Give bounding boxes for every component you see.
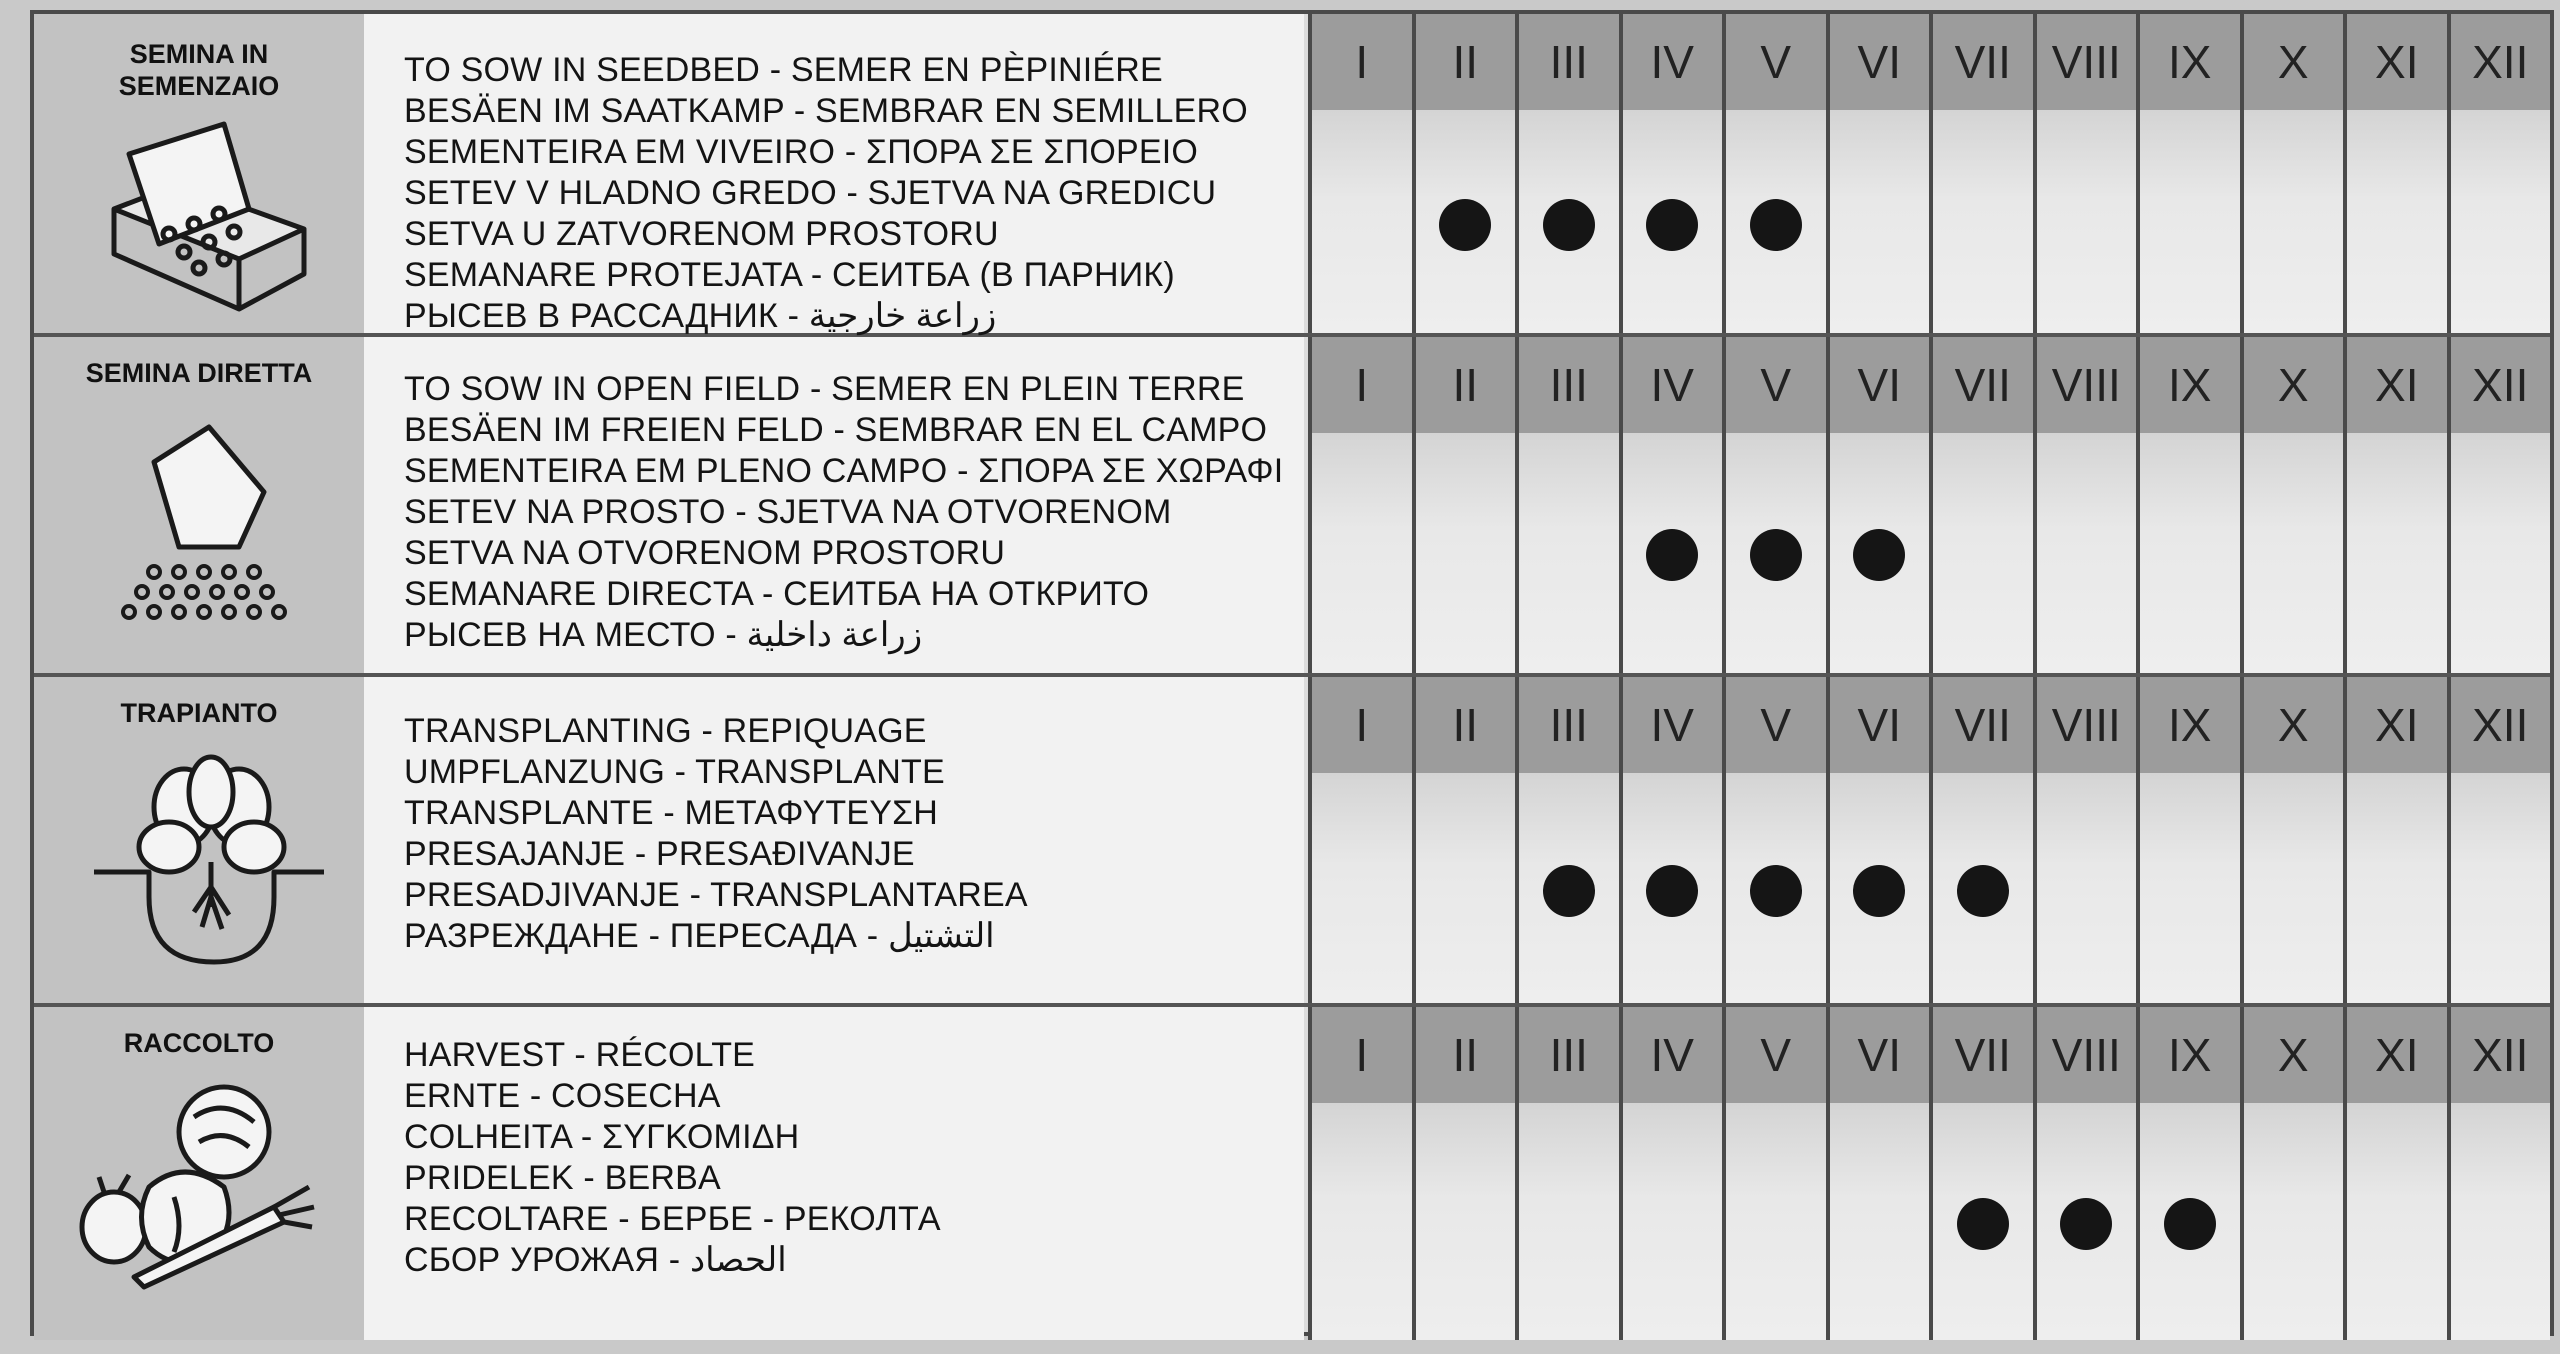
month-header: IV xyxy=(1623,1007,1723,1103)
month-cell xyxy=(1416,1103,1516,1340)
section-title xyxy=(34,697,364,729)
month-cell xyxy=(1519,1103,1619,1340)
active-month-dot xyxy=(1750,199,1802,251)
active-month-dot xyxy=(1439,199,1491,251)
icon-cell-transplanting xyxy=(34,677,364,1003)
month-header: VIII xyxy=(2037,337,2137,433)
month-column xyxy=(1619,14,1723,333)
month-cell xyxy=(1519,110,1619,333)
month-header: XII xyxy=(2451,14,2551,110)
month-column xyxy=(1308,677,1412,1003)
month-header: X xyxy=(2244,337,2344,433)
month-column xyxy=(2343,677,2447,1003)
month-cell xyxy=(2244,433,2344,673)
month-column xyxy=(2240,1007,2344,1340)
month-header: III xyxy=(1519,1007,1619,1103)
month-header: II xyxy=(1416,337,1516,433)
description-line: UMPFLANZUNG - TRANSPLANTE xyxy=(404,753,945,791)
description-cell-transplanting xyxy=(364,677,1304,1003)
month-cell xyxy=(2037,110,2137,333)
seedling-transplant-icon xyxy=(74,747,324,967)
month-column xyxy=(1619,677,1723,1003)
month-cell xyxy=(2451,433,2551,673)
month-cell xyxy=(2347,1103,2447,1340)
month-column xyxy=(2447,337,2551,673)
description-line: РЫСЕВ НА МЕСТО - زراعة داخلية xyxy=(404,616,923,654)
active-month-dot xyxy=(1957,865,2009,917)
month-cell xyxy=(1623,773,1723,1003)
month-column xyxy=(1826,1007,1930,1340)
section-title xyxy=(34,1027,364,1059)
active-month-dot xyxy=(1853,865,1905,917)
month-cell xyxy=(1830,110,1930,333)
row-direct-sowing xyxy=(34,337,2550,677)
description-line: SEMENTEIRA EM VIVEIRO - ΣΠΟΡΑ ΣΕ ΣΠΟΡΕΙΟ xyxy=(404,133,1199,171)
month-cell xyxy=(1312,433,1412,673)
month-column xyxy=(1929,1007,2033,1340)
month-column xyxy=(1722,1007,1826,1340)
month-cell xyxy=(2037,433,2137,673)
month-header: V xyxy=(1726,14,1826,110)
month-column xyxy=(2136,14,2240,333)
description-line: СБОР УРОЖАЯ - الحصاد xyxy=(404,1241,787,1279)
month-cell xyxy=(1933,110,2033,333)
month-header: VIII xyxy=(2037,14,2137,110)
month-cell xyxy=(1623,110,1723,333)
icon-cell-harvest xyxy=(34,1007,364,1340)
month-column xyxy=(1412,337,1516,673)
month-cell xyxy=(1416,773,1516,1003)
month-column xyxy=(2240,14,2344,333)
month-cell xyxy=(1623,433,1723,673)
month-cell xyxy=(2140,433,2240,673)
month-header: VI xyxy=(1830,337,1930,433)
month-header: XI xyxy=(2347,337,2447,433)
active-month-dot xyxy=(1543,199,1595,251)
month-cell xyxy=(1416,110,1516,333)
month-column xyxy=(2136,677,2240,1003)
month-column xyxy=(1515,337,1619,673)
month-header: XI xyxy=(2347,1007,2447,1103)
month-cell xyxy=(1933,1103,2033,1340)
section-title-line: RACCOLTO xyxy=(123,1028,275,1058)
month-cell xyxy=(1312,773,1412,1003)
seed-packet-field-icon xyxy=(74,422,324,642)
month-column xyxy=(1515,14,1619,333)
month-column xyxy=(1722,337,1826,673)
month-column xyxy=(1412,14,1516,333)
month-header: VI xyxy=(1830,1007,1930,1103)
month-header: V xyxy=(1726,337,1826,433)
active-month-dot xyxy=(1646,865,1698,917)
icon-cell-seedbed xyxy=(34,14,364,333)
month-header: XII xyxy=(2451,677,2551,773)
month-column xyxy=(1929,677,2033,1003)
multilingual-lines xyxy=(404,369,1294,656)
month-header: I xyxy=(1312,14,1412,110)
active-month-dot xyxy=(1543,865,1595,917)
month-header: IX xyxy=(2140,1007,2240,1103)
month-header: IX xyxy=(2140,337,2240,433)
row-harvest xyxy=(34,1007,2550,1340)
month-column xyxy=(1308,1007,1412,1340)
month-header: IV xyxy=(1623,337,1723,433)
section-title xyxy=(34,38,364,102)
month-header: XII xyxy=(2451,337,2551,433)
month-column xyxy=(1826,677,1930,1003)
description-line: PRIDELEK - BERBA xyxy=(404,1159,721,1197)
month-grid xyxy=(1308,677,2550,1003)
month-cell xyxy=(1726,110,1826,333)
description-line: ERNTE - COSECHA xyxy=(404,1077,721,1115)
month-column xyxy=(2240,677,2344,1003)
month-column xyxy=(1619,1007,1723,1340)
month-column xyxy=(2343,337,2447,673)
description-line: РАЗРЕЖДАНЕ - ПЕРЕСАДА - التشتيل xyxy=(404,917,995,955)
icon-cell-direct-sowing xyxy=(34,337,364,673)
description-line: SEMANARE PROTEJATA - СЕИТБА (В ПАРНИК) xyxy=(404,256,1175,294)
description-line: SEMANARE DIRECTA - СЕИТБА НА ОТКРИТО xyxy=(404,575,1150,613)
month-column xyxy=(2447,14,2551,333)
month-cell xyxy=(1933,433,2033,673)
month-grid xyxy=(1308,337,2550,673)
month-header: VII xyxy=(1933,1007,2033,1103)
month-header: I xyxy=(1312,337,1412,433)
month-column xyxy=(2343,1007,2447,1340)
month-cell xyxy=(1830,773,1930,1003)
month-column xyxy=(1722,14,1826,333)
description-line: SETEV V HLADNO GREDO - SJETVA NA GREDICU xyxy=(404,174,1217,212)
month-column xyxy=(2447,1007,2551,1340)
month-header: X xyxy=(2244,677,2344,773)
month-header: VI xyxy=(1830,677,1930,773)
month-header: II xyxy=(1416,14,1516,110)
description-cell-seedbed xyxy=(364,14,1304,333)
month-header: IV xyxy=(1623,14,1723,110)
month-cell xyxy=(2140,110,2240,333)
sowing-calendar-table xyxy=(30,10,2554,1336)
vegetables-harvest-icon xyxy=(74,1077,324,1297)
section-title-line: SEMINA DIRETTA xyxy=(85,358,313,388)
month-column xyxy=(1308,337,1412,673)
month-header: IV xyxy=(1623,677,1723,773)
month-column xyxy=(1412,677,1516,1003)
month-cell xyxy=(1312,1103,1412,1340)
month-column xyxy=(1929,14,2033,333)
month-cell xyxy=(1726,773,1826,1003)
description-line: SETVA NA OTVORENOM PROSTORU xyxy=(404,534,1006,572)
seedbed-tray-icon xyxy=(74,114,324,334)
month-cell xyxy=(2037,1103,2137,1340)
month-column xyxy=(1619,337,1723,673)
month-header: VI xyxy=(1830,14,1930,110)
active-month-dot xyxy=(1957,1198,2009,1250)
month-column xyxy=(2136,337,2240,673)
multilingual-lines xyxy=(404,711,1294,957)
month-header: VIII xyxy=(2037,677,2137,773)
multilingual-lines xyxy=(404,50,1294,337)
month-cell xyxy=(2347,773,2447,1003)
section-title-line: SEMINA IN xyxy=(129,39,269,69)
description-line: SETVA U ZATVORENOM PROSTORU xyxy=(404,215,999,253)
month-header: IX xyxy=(2140,14,2240,110)
description-line: TO SOW IN SEEDBED - SEMER EN PÈPINIÉRE xyxy=(404,51,1163,89)
month-grid xyxy=(1308,14,2550,333)
description-line: PRESAJANJE - PRESAĐIVANJE xyxy=(404,835,915,873)
active-month-dot xyxy=(1750,865,1802,917)
month-header: XI xyxy=(2347,14,2447,110)
description-cell-direct-sowing xyxy=(364,337,1304,673)
description-line: SETEV NA PROSTO - SJETVA NA OTVORENOM xyxy=(404,493,1172,531)
description-cell-harvest xyxy=(364,1007,1304,1340)
month-header: II xyxy=(1416,677,1516,773)
month-cell xyxy=(1519,433,1619,673)
month-cell xyxy=(1312,110,1412,333)
month-column xyxy=(1515,677,1619,1003)
month-column xyxy=(2343,14,2447,333)
section-title xyxy=(34,357,364,389)
description-line: BESÄEN IM SAATKAMP - SEMBRAR EN SEMILLERO xyxy=(404,92,1248,130)
month-column xyxy=(2033,14,2137,333)
month-column xyxy=(1515,1007,1619,1340)
description-line: РЫСЕВ В РАССАДНИК - زراعة خارجية xyxy=(404,297,997,335)
month-header: VII xyxy=(1933,337,2033,433)
month-column xyxy=(2447,677,2551,1003)
month-cell xyxy=(2451,773,2551,1003)
description-line: BESÄEN IM FREIEN FELD - SEMBRAR EN EL CAMPO xyxy=(404,411,1268,449)
description-line: RECOLTARE - БЕРБЕ - РЕКОЛТА xyxy=(404,1200,941,1238)
month-header: III xyxy=(1519,337,1619,433)
description-line: HARVEST - RÉCOLTE xyxy=(404,1036,756,1074)
month-header: III xyxy=(1519,14,1619,110)
month-column xyxy=(1826,14,1930,333)
month-cell xyxy=(2451,1103,2551,1340)
month-header: I xyxy=(1312,677,1412,773)
month-header: X xyxy=(2244,1007,2344,1103)
month-cell xyxy=(2347,433,2447,673)
month-cell xyxy=(2140,1103,2240,1340)
month-column xyxy=(1826,337,1930,673)
month-cell xyxy=(1830,1103,1930,1340)
month-header: VIII xyxy=(2037,1007,2137,1103)
active-month-dot xyxy=(1750,529,1802,581)
month-header: VII xyxy=(1933,14,2033,110)
month-cell xyxy=(2037,773,2137,1003)
description-line: TO SOW IN OPEN FIELD - SEMER EN PLEIN TERRE xyxy=(404,370,1245,408)
month-cell xyxy=(2244,773,2344,1003)
month-column xyxy=(1929,337,2033,673)
month-cell xyxy=(1726,1103,1826,1340)
month-header: I xyxy=(1312,1007,1412,1103)
month-column xyxy=(2136,1007,2240,1340)
month-grid xyxy=(1308,1007,2550,1340)
month-cell xyxy=(1726,433,1826,673)
month-column xyxy=(2033,1007,2137,1340)
month-header: V xyxy=(1726,677,1826,773)
active-month-dot xyxy=(2164,1198,2216,1250)
month-cell xyxy=(1933,773,2033,1003)
month-column xyxy=(1412,1007,1516,1340)
month-header: V xyxy=(1726,1007,1826,1103)
active-month-dot xyxy=(1646,199,1698,251)
month-cell xyxy=(2451,110,2551,333)
description-line: TRANSPLANTING - REPIQUAGE xyxy=(404,712,927,750)
month-cell xyxy=(2244,1103,2344,1340)
section-title-line: SEMENZAIO xyxy=(118,71,280,101)
month-column xyxy=(1722,677,1826,1003)
month-header: VII xyxy=(1933,677,2033,773)
month-cell xyxy=(2140,773,2240,1003)
month-header: XII xyxy=(2451,1007,2551,1103)
month-header: IX xyxy=(2140,677,2240,773)
description-line: TRANSPLANTE - ΜΕΤΑΦΥΤΕΥΣΗ xyxy=(404,794,939,832)
month-cell xyxy=(2244,110,2344,333)
description-line: PRESADJIVANJE - TRANSPLANTAREA xyxy=(404,876,1028,914)
month-cell xyxy=(1519,773,1619,1003)
month-column xyxy=(2033,677,2137,1003)
section-title-line: TRAPIANTO xyxy=(120,698,278,728)
active-month-dot xyxy=(1853,529,1905,581)
month-cell xyxy=(1416,433,1516,673)
row-seedbed xyxy=(34,14,2550,337)
description-line: COLHEITA - ΣΥΓΚΟΜΙΔΗ xyxy=(404,1118,800,1156)
active-month-dot xyxy=(2060,1198,2112,1250)
description-line: SEMENTEIRA EM PLENO CAMPO - ΣΠΟΡΑ ΣΕ ΧΩΡΑΦΙ xyxy=(404,452,1284,490)
month-column xyxy=(2240,337,2344,673)
month-header: X xyxy=(2244,14,2344,110)
month-cell xyxy=(1830,433,1930,673)
month-column xyxy=(2033,337,2137,673)
month-cell xyxy=(1623,1103,1723,1340)
month-header: III xyxy=(1519,677,1619,773)
active-month-dot xyxy=(1646,529,1698,581)
month-cell xyxy=(2347,110,2447,333)
multilingual-lines xyxy=(404,1035,1294,1281)
month-column xyxy=(1308,14,1412,333)
month-header: XI xyxy=(2347,677,2447,773)
month-header: II xyxy=(1416,1007,1516,1103)
row-transplanting xyxy=(34,677,2550,1007)
